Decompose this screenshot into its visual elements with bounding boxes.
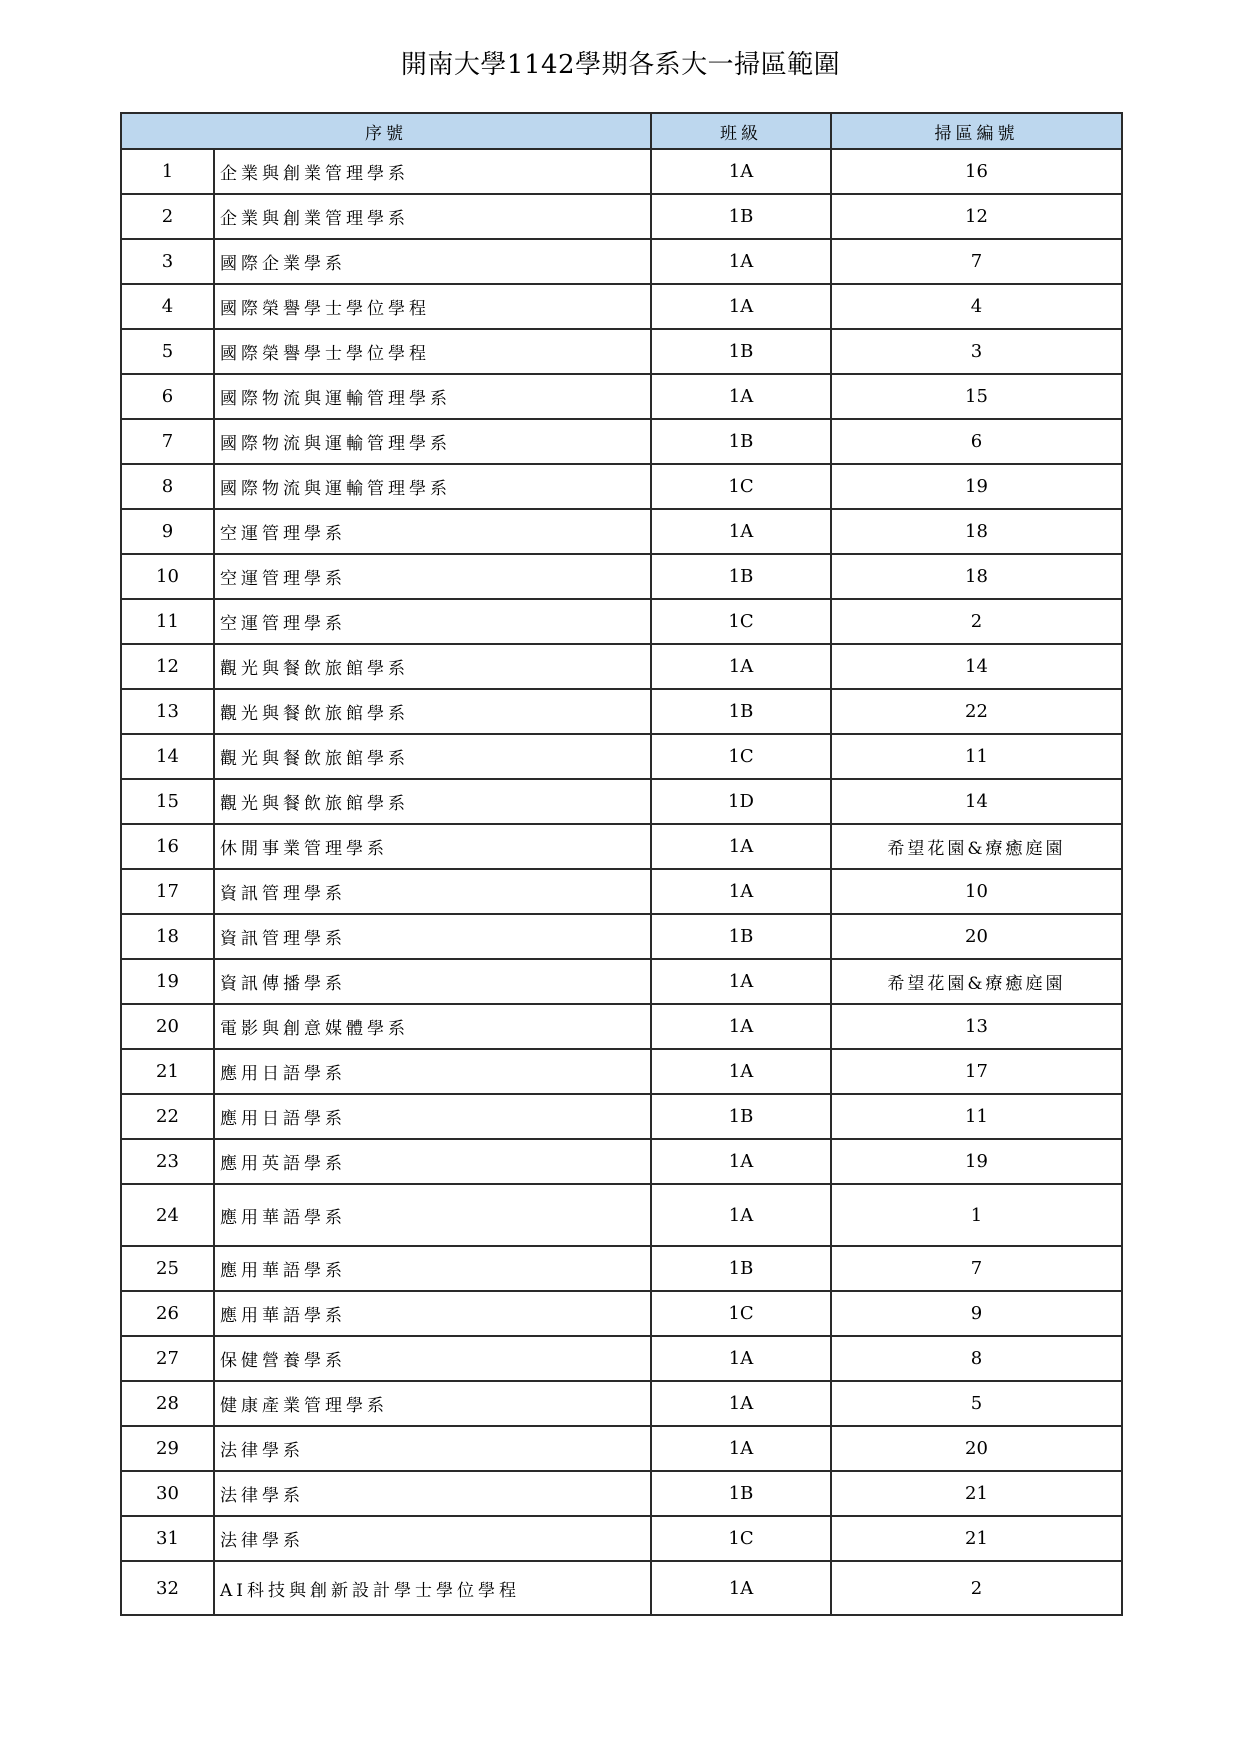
cell-class: 1A xyxy=(651,1561,831,1615)
cell-department: 觀光與餐飲旅館學系 xyxy=(214,689,651,734)
cell-department: 空運管理學系 xyxy=(214,554,651,599)
table-row xyxy=(121,959,1122,1004)
cell-department: 休閒事業管理學系 xyxy=(214,824,651,869)
cell-department: 企業與創業管理學系 xyxy=(214,149,651,194)
cell-department: 觀光與餐飲旅館學系 xyxy=(214,644,651,689)
cell-class: 1A xyxy=(651,509,831,554)
cell-department: 應用華語學系 xyxy=(214,1246,651,1291)
cell-area: 13 xyxy=(831,1004,1122,1049)
table-row xyxy=(121,734,1122,779)
table-row xyxy=(121,1004,1122,1049)
document-title: 開南大學1142學期各系大一掃區範圍 xyxy=(400,50,841,80)
cell-area: 7 xyxy=(831,1246,1122,1291)
cell-area: 20 xyxy=(831,914,1122,959)
cell-serial: 3 xyxy=(121,239,214,284)
cell-class: 1A xyxy=(651,1381,831,1426)
cell-class: 1B xyxy=(651,689,831,734)
cell-department: 國際物流與運輸管理學系 xyxy=(214,374,651,419)
cell-area: 希望花園&療癒庭園 xyxy=(831,824,1122,869)
cell-area: 14 xyxy=(831,779,1122,824)
cell-serial: 22 xyxy=(121,1094,214,1139)
header-class: 班級 xyxy=(651,113,831,149)
cell-department: 應用華語學系 xyxy=(214,1291,651,1336)
cell-class: 1D xyxy=(651,779,831,824)
cell-class: 1C xyxy=(651,599,831,644)
cell-serial: 25 xyxy=(121,1246,214,1291)
cell-area: 2 xyxy=(831,599,1122,644)
cell-department: 國際榮譽學士學位學程 xyxy=(214,329,651,374)
cell-class: 1A xyxy=(651,1336,831,1381)
cell-serial: 9 xyxy=(121,509,214,554)
cell-serial: 7 xyxy=(121,419,214,464)
cleaning-area-table xyxy=(120,112,1123,1616)
header-area: 掃區編號 xyxy=(831,113,1122,149)
cell-class: 1A xyxy=(651,149,831,194)
cell-serial: 1 xyxy=(121,149,214,194)
table-row xyxy=(121,464,1122,509)
table-header-row xyxy=(121,113,1122,149)
cell-area: 10 xyxy=(831,869,1122,914)
cell-area: 17 xyxy=(831,1049,1122,1094)
cell-serial: 28 xyxy=(121,1381,214,1426)
cell-class: 1B xyxy=(651,914,831,959)
cell-department: 健康產業管理學系 xyxy=(214,1381,651,1426)
table-row xyxy=(121,1426,1122,1471)
cell-serial: 11 xyxy=(121,599,214,644)
table-row xyxy=(121,239,1122,284)
cell-department: 法律學系 xyxy=(214,1471,651,1516)
cell-department: 觀光與餐飲旅館學系 xyxy=(214,734,651,779)
cell-area: 19 xyxy=(831,1139,1122,1184)
cell-serial: 23 xyxy=(121,1139,214,1184)
cell-area: 11 xyxy=(831,1094,1122,1139)
cell-class: 1A xyxy=(651,1184,831,1246)
table-row xyxy=(121,554,1122,599)
cell-serial: 6 xyxy=(121,374,214,419)
cell-class: 1A xyxy=(651,284,831,329)
cell-area: 19 xyxy=(831,464,1122,509)
cell-area: 希望花園&療癒庭園 xyxy=(831,959,1122,1004)
cell-department: 國際榮譽學士學位學程 xyxy=(214,284,651,329)
cell-area: 20 xyxy=(831,1426,1122,1471)
cell-area: 22 xyxy=(831,689,1122,734)
cell-serial: 31 xyxy=(121,1516,214,1561)
cell-serial: 20 xyxy=(121,1004,214,1049)
cell-serial: 15 xyxy=(121,779,214,824)
table-row xyxy=(121,689,1122,734)
cell-department: 法律學系 xyxy=(214,1426,651,1471)
cell-department: 電影與創意媒體學系 xyxy=(214,1004,651,1049)
table-row xyxy=(121,1094,1122,1139)
cell-class: 1A xyxy=(651,824,831,869)
cell-department: 應用日語學系 xyxy=(214,1049,651,1094)
cell-class: 1B xyxy=(651,1094,831,1139)
cell-serial: 17 xyxy=(121,869,214,914)
cell-area: 16 xyxy=(831,149,1122,194)
cell-class: 1A xyxy=(651,644,831,689)
cell-department: 應用華語學系 xyxy=(214,1184,651,1246)
cell-serial: 14 xyxy=(121,734,214,779)
cell-department: 企業與創業管理學系 xyxy=(214,194,651,239)
cell-class: 1B xyxy=(651,419,831,464)
cell-serial: 18 xyxy=(121,914,214,959)
cell-class: 1A xyxy=(651,959,831,1004)
cell-serial: 2 xyxy=(121,194,214,239)
cell-area: 21 xyxy=(831,1471,1122,1516)
cell-area: 7 xyxy=(831,239,1122,284)
cell-area: 9 xyxy=(831,1291,1122,1336)
cell-area: 6 xyxy=(831,419,1122,464)
cell-department: 應用英語學系 xyxy=(214,1139,651,1184)
cell-department: 國際企業學系 xyxy=(214,239,651,284)
cell-serial: 10 xyxy=(121,554,214,599)
table-row xyxy=(121,1471,1122,1516)
cell-area: 4 xyxy=(831,284,1122,329)
cell-class: 1B xyxy=(651,329,831,374)
cell-department: AI科技與創新設計學士學位學程 xyxy=(214,1561,651,1615)
cell-area: 8 xyxy=(831,1336,1122,1381)
table-row xyxy=(121,1516,1122,1561)
cell-area: 18 xyxy=(831,509,1122,554)
table-row xyxy=(121,329,1122,374)
cell-serial: 19 xyxy=(121,959,214,1004)
cell-class: 1C xyxy=(651,734,831,779)
cell-serial: 24 xyxy=(121,1184,214,1246)
cell-area: 15 xyxy=(831,374,1122,419)
cell-serial: 8 xyxy=(121,464,214,509)
cell-class: 1A xyxy=(651,1049,831,1094)
table-row xyxy=(121,824,1122,869)
cell-area: 1 xyxy=(831,1184,1122,1246)
table-row xyxy=(121,779,1122,824)
cell-department: 資訊管理學系 xyxy=(214,869,651,914)
cell-area: 11 xyxy=(831,734,1122,779)
table-row xyxy=(121,374,1122,419)
cell-department: 應用日語學系 xyxy=(214,1094,651,1139)
cell-serial: 21 xyxy=(121,1049,214,1094)
cell-class: 1A xyxy=(651,1139,831,1184)
cell-serial: 29 xyxy=(121,1426,214,1471)
cell-area: 5 xyxy=(831,1381,1122,1426)
table-row xyxy=(121,599,1122,644)
table-row xyxy=(121,419,1122,464)
cell-class: 1C xyxy=(651,1291,831,1336)
cell-class: 1B xyxy=(651,554,831,599)
table-row xyxy=(121,149,1122,194)
cell-department: 空運管理學系 xyxy=(214,599,651,644)
cell-class: 1C xyxy=(651,464,831,509)
table-row xyxy=(121,284,1122,329)
table-row xyxy=(121,1184,1122,1246)
cell-department: 保健營養學系 xyxy=(214,1336,651,1381)
cell-area: 21 xyxy=(831,1516,1122,1561)
cell-serial: 13 xyxy=(121,689,214,734)
cell-department: 資訊傳播學系 xyxy=(214,959,651,1004)
cell-class: 1B xyxy=(651,1246,831,1291)
cell-serial: 16 xyxy=(121,824,214,869)
cell-area: 14 xyxy=(831,644,1122,689)
header-serial: 序號 xyxy=(121,113,651,149)
cell-class: 1A xyxy=(651,374,831,419)
cell-class: 1A xyxy=(651,239,831,284)
cell-serial: 32 xyxy=(121,1561,214,1615)
cell-area: 18 xyxy=(831,554,1122,599)
cell-serial: 26 xyxy=(121,1291,214,1336)
table-row xyxy=(121,1139,1122,1184)
table-row xyxy=(121,1561,1122,1615)
table-row xyxy=(121,1049,1122,1094)
cell-area: 12 xyxy=(831,194,1122,239)
cell-area: 3 xyxy=(831,329,1122,374)
cell-department: 國際物流與運輸管理學系 xyxy=(214,464,651,509)
table-body xyxy=(121,149,1122,1615)
cell-serial: 27 xyxy=(121,1336,214,1381)
table-row xyxy=(121,869,1122,914)
table-row xyxy=(121,1381,1122,1426)
cell-serial: 4 xyxy=(121,284,214,329)
cell-class: 1C xyxy=(651,1516,831,1561)
table-row xyxy=(121,1246,1122,1291)
cell-class: 1B xyxy=(651,194,831,239)
table-row xyxy=(121,1336,1122,1381)
cell-area: 2 xyxy=(831,1561,1122,1615)
table-row xyxy=(121,644,1122,689)
cell-serial: 30 xyxy=(121,1471,214,1516)
cell-department: 空運管理學系 xyxy=(214,509,651,554)
cell-serial: 5 xyxy=(121,329,214,374)
cell-class: 1B xyxy=(651,1471,831,1516)
table-row xyxy=(121,914,1122,959)
cell-class: 1A xyxy=(651,869,831,914)
table-row xyxy=(121,1291,1122,1336)
table-row xyxy=(121,509,1122,554)
cell-class: 1A xyxy=(651,1004,831,1049)
cell-serial: 12 xyxy=(121,644,214,689)
cell-department: 觀光與餐飲旅館學系 xyxy=(214,779,651,824)
cell-department: 法律學系 xyxy=(214,1516,651,1561)
cell-class: 1A xyxy=(651,1426,831,1471)
cell-department: 資訊管理學系 xyxy=(214,914,651,959)
table-row xyxy=(121,194,1122,239)
cell-department: 國際物流與運輸管理學系 xyxy=(214,419,651,464)
